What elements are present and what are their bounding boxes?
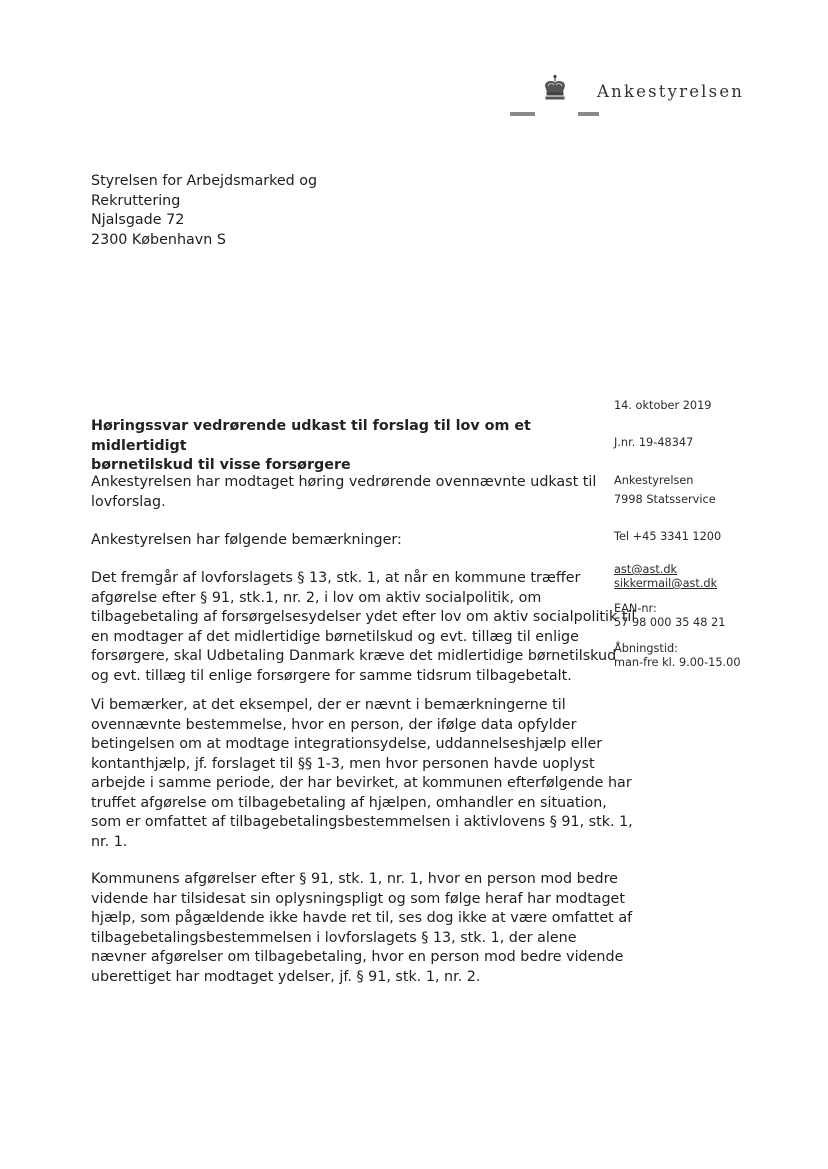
logo-bar-right bbox=[578, 112, 599, 116]
body-paragraph-1 bbox=[91, 473, 596, 512]
ean-value: 57 98 000 35 48 21 bbox=[614, 616, 726, 629]
body-line: uberettiget har modtaget ydelser, jf. § 91, stk. 1, nr. 2. bbox=[91, 968, 481, 985]
body-line: og evt. tillæg til enlige forsørgere for samme tidsrum tilbagebetalt. bbox=[91, 667, 572, 684]
body-line: truffet afgørelse om tilbagebetaling af hjælpen, omhandler en situation, bbox=[91, 794, 607, 811]
body-line: en modtager af det midlertidige børnetilskud og evt. tillæg til enlige bbox=[91, 628, 579, 645]
body-line: Vi bemærker, at det eksempel, der er nævnt i bemærkningerne til bbox=[91, 697, 566, 713]
body-line: hjælp, som pågældende ikke havde ret til, ses dog ikke at være omfattet af bbox=[91, 910, 633, 926]
body-line: ovennævnte bestemmelse, hvor en person, der ifølge data opfylder bbox=[91, 716, 577, 733]
phone-number: Tel +45 3341 1200 bbox=[614, 530, 722, 543]
recipient-address bbox=[91, 172, 317, 250]
body-line: tilbagebetalingsbestemmelsen i lovforslagets § 13, stk. 1, der alene bbox=[91, 929, 577, 946]
address-line: Rekruttering bbox=[91, 192, 181, 209]
logo-bar-left bbox=[510, 112, 535, 116]
sender-address: 7998 Statsservice bbox=[614, 493, 716, 506]
ean-label: EAN-nr: bbox=[614, 602, 657, 615]
body-line: betingelsen om at modtage integrationsydelse, uddannelseshjælp eller bbox=[91, 736, 603, 752]
body-line: Ankestyrelsen har følgende bemærkninger: bbox=[91, 532, 402, 548]
sender-block bbox=[614, 474, 716, 507]
subject-line: Høringssvar vedrørende udkast til forslag til lov om et midlertidigt bbox=[91, 418, 531, 454]
secure-email-link[interactable]: sikkermail@ast.dk bbox=[614, 577, 718, 590]
opening-hours-label: Åbningstid: bbox=[614, 642, 678, 655]
org-logo-text: Ankestyrelsen bbox=[597, 82, 745, 101]
body-line: som er omfattet af tilbagebetalingsbestemmelsen i aktivlovens § 91, stk. 1, bbox=[91, 814, 633, 830]
journal-number: J.nr. 19-48347 bbox=[614, 436, 694, 449]
body-line: vidende har tilsidesat sin oplysningspligt og som følge heraf har modtaget bbox=[91, 890, 625, 907]
body-paragraph-4 bbox=[91, 696, 633, 852]
opening-hours-value: man-fre kl. 9.00-15.00 bbox=[614, 656, 741, 669]
body-line: nævner afgørelser om tilbagebetaling, hvor en person mod bedre vidende bbox=[91, 949, 624, 965]
letter-subject bbox=[91, 417, 611, 476]
email-link[interactable]: ast@ast.dk bbox=[614, 563, 678, 576]
body-line: Kommunens afgørelser efter § 91, stk. 1, nr. 1, hvor en person mod bedre bbox=[91, 871, 618, 887]
body-paragraph-5 bbox=[91, 870, 632, 987]
body-line: afgørelse efter § 91, stk.1, nr. 2, i lov om aktiv socialpolitik, om bbox=[91, 589, 542, 606]
body-line: tilbagebetaling af forsørgelsesydelser ydet efter lov om aktiv socialpolitik til bbox=[91, 609, 636, 625]
body-line: kontanthjælp, jf. forslaget til §§ 1-3, men hvor personen havde uoplyst bbox=[91, 755, 595, 772]
address-line: Styrelsen for Arbejdsmarked og bbox=[91, 173, 318, 189]
body-line: Det fremgår af lovforslagets § 13, stk. 1, at når en kommune træffer bbox=[91, 570, 581, 586]
address-line: 2300 København S bbox=[91, 231, 226, 248]
body-line: Ankestyrelsen har modtaget høring vedrørende ovennævnte udkast til bbox=[91, 474, 597, 490]
letter-date: 14. oktober 2019 bbox=[614, 399, 712, 412]
body-line: lovforslag. bbox=[91, 493, 166, 510]
body-paragraph-3 bbox=[91, 569, 635, 686]
body-line: nr. 1. bbox=[91, 833, 128, 850]
crown-icon bbox=[540, 74, 570, 102]
body-line: arbejde i samme periode, der har bevirket, at kommunen efterfølgende har bbox=[91, 775, 632, 791]
body-line: forsørgere, skal Udbetaling Danmark kræve det midlertidige børnetilskud bbox=[91, 648, 617, 664]
sender-name: Ankestyrelsen bbox=[614, 474, 694, 487]
subject-line: børnetilskud til visse forsørgere bbox=[91, 457, 351, 473]
address-line: Njalsgade 72 bbox=[91, 212, 185, 228]
body-paragraph-2 bbox=[91, 531, 402, 551]
